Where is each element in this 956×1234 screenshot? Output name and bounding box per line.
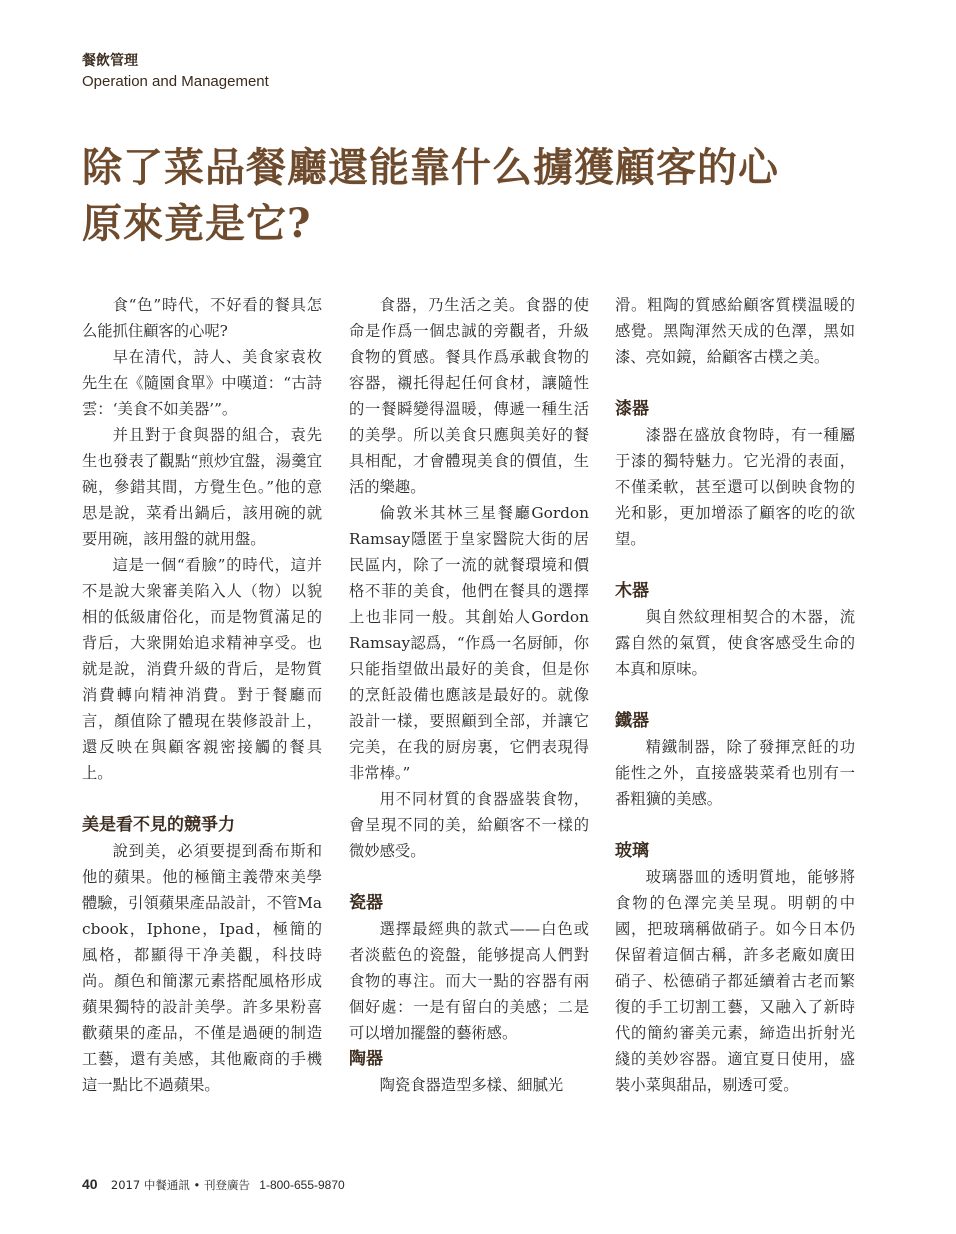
section-label-english: Operation and Management — [82, 73, 269, 90]
paragraph: 玻璃器皿的透明質地，能够將食物的色澤完美呈現。明朝的中國，把玻璃稱做硝子。如今日本仍保留着這個古稱，許多老廠如廣田硝子、松德硝子都延續着古老而繁復的手工切割工藝，又融入了新時代的簡約審美元素，締造出折射光綫的美妙容器。適宜夏日使用，盛裝小菜與甜品，剔透可愛。 — [615, 868, 855, 1094]
subheading: 玻璃 — [615, 841, 649, 861]
phone-number: 1-800-655-9870 — [259, 1178, 345, 1192]
paragraph: 精鐵制器，除了發揮烹飪的功能性之外，直接盛裝菜肴也別有一番粗獷的美感。 — [615, 738, 855, 808]
paragraph: 用不同材質的食器盛裝食物，會呈現不同的美，給顧客不一樣的微妙感受。 — [349, 790, 589, 860]
page-footer — [82, 1176, 345, 1193]
subheading: 漆器 — [615, 399, 649, 419]
section-label-chinese: 餐飲管理 — [82, 53, 138, 69]
paragraph: 這是一個“看臉”的時代，這并不是說大衆審美陷入人（物）以貌相的低級庸俗化，而是物質滿足的背后，大衆開始追求精神享受。也就是說，消費升級的背后，是物質消費轉向精神消費。對于餐廳而言，顏值除了體現在裝修設計上，還反映在與顧客親密接觸的餐具上。 — [82, 556, 322, 782]
subheading: 鐵器 — [615, 711, 649, 731]
subheading: 瓷器 — [349, 893, 383, 913]
paragraph: 食“色”時代，不好看的餐具怎么能抓住顧客的心呢? — [82, 296, 322, 340]
paragraph: 食器，乃生活之美。食器的使命是作爲一個忠誠的旁觀者，升級食物的質感。餐具作爲承載食物的容器，襯托得起任何食材，讓隨性的一餐瞬變得溫暖，傳遞一種生活的美學。所以美食只應與美好的餐具相配，才會體現美食的價值，生活的樂趣。 — [349, 296, 589, 496]
paragraph: 漆器在盛放食物時，有一種屬于漆的獨特魅力。它光滑的表面，不僅柔軟，甚至還可以倒映食物的光和影，更加增添了顧客的吃的欲望。 — [615, 426, 855, 548]
paragraph: 滑。粗陶的質感給顧客質樸温暖的感覺。黑陶渾然天成的色澤，黑如漆、亮如鏡，給顧客古樸之美。 — [615, 296, 855, 366]
article-title-line-2: 原來竟是它? — [82, 200, 312, 247]
subheading: 陶器 — [349, 1049, 383, 1069]
paragraph: 并且對于食與器的組合，袁先生也發表了觀點“煎炒宜盤，湯羹宜碗，參錯其間，方覺生色。”他的意思是說，菜肴出鍋后，該用碗的就要用碗，該用盤的就用盤。 — [82, 426, 322, 548]
paragraph: 選擇最經典的款式——白色或者淡藍色的瓷盤，能够提高人們對食物的專注。而大一點的容器有兩個好處：一是有留白的美感；二是可以增加擺盤的藝術感。 — [349, 920, 589, 1042]
text-column-1 — [82, 292, 322, 1098]
article-title — [82, 140, 882, 252]
paragraph: 與自然紋理相契合的木器，流露自然的氣質，使食客感受生命的本真和原味。 — [615, 608, 855, 678]
paragraph: 倫敦米其林三星餐廳Gordon Ramsay隱匿于皇家醫院大街的居民區内，除了一流的就餐環境和價格不菲的美食，他們在餐具的選擇上也非同一般。其創始人Gordon Ramsay認爲，“作爲一名厨師，你只能指望做出最好的美食，但是你的烹飪設備也應該是最好的。就像設計一樣，要照顧到全部，并讓它完美，在我的厨房裏，它們表現得非常棒。” — [349, 504, 589, 782]
text-column-2 — [349, 292, 589, 1098]
paragraph: 早在清代，詩人、美食家袁枚先生在《隨園食單》中嘆道：“古詩雲：‘美食不如美器’”。 — [82, 348, 322, 418]
subheading: 木器 — [615, 581, 649, 601]
text-column-3 — [615, 292, 855, 1098]
publication-name: 2017 中餐通訊 • 刊登廣告 — [110, 1178, 250, 1192]
subheading: 美是看不見的競爭力 — [82, 815, 235, 835]
article-title-line-1: 除了菜品餐廳還能靠什么擄獲顧客的心 — [82, 144, 779, 191]
page-number: 40 — [82, 1176, 98, 1192]
paragraph: 說到美，必須要提到喬布斯和他的蘋果。他的極簡主義帶來美學體驗，引領蘋果產品設計，不管Macbook，Iphone，Ipad，極簡的風格，都顯得干净美觀，科技時尚。顏色和簡潔元素搭配風格形成蘋果獨特的設計美學。許多果粉喜歡蘋果的產品，不僅是過硬的制造工藝，還有美感，其他廠商的手機這一點比不過蘋果。 — [82, 842, 322, 1094]
paragraph: 陶瓷食器造型多樣、細膩光 — [379, 1076, 564, 1094]
